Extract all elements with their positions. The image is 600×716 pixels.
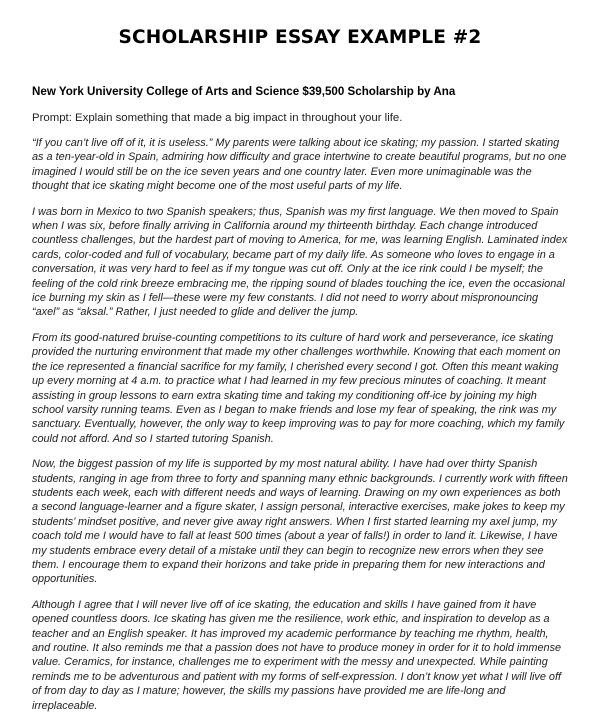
essay-subtitle: New York University College of Arts and Science $39,500 Scholarship by Ana xyxy=(32,85,456,98)
essay-paragraph-2: I was born in Mexico to two Spanish speakers; thus, Spanish was my first language. We then moved to Spain when I was six, before finally arriving in California around my thirteenth birthday. Each change introduced countless challenges, but the hardest part of moving to America, for me, was learning English. Laminated index cards, color-coded and full of vocabulary, became part of my daily life. As someone who loves to engage in a conversation, it was very hard to feel as if my tongue was cut off. Only at the ice rink could I be myself; the feeling of the cold rink breeze embracing me, the ripping sound of blades touching the ice, even the occasional ice burning my skin as I fell—these were my few constants. I did not need to worry about mispronouncing “axel” as “aksal.” Rather, I just needed to glide and deliver the jump. xyxy=(32,205,568,319)
essay-body xyxy=(32,136,568,713)
essay-paragraph-5: Although I agree that I will never live off of ice skating, the education and skills I have gained from it have opened countless doors. Ice skating has given me the resilience, work ethic, and inspiration to develop as a teacher and an English speaker. It has improved my academic performance by teaching me rhythm, health, and routine. It also reminds me that a passion does not have to produce money in order for it to hold immense value. Ceramics, for instance, challenges me to experiment with the messy and unexpected. While painting reminds me to be adventurous and patient with my forms of self-expression. I don’t know yet what I will live off of from day to day as I mature; however, the skills my passions have provided me are life-long and irreplaceable. xyxy=(32,598,562,712)
page-title: SCHOLARSHIP ESSAY EXAMPLE #2 xyxy=(118,27,482,48)
essay-paragraph-3: From its good-natured bruise-counting competitions to its culture of hard work and perseverance, ice skating provided the nurturing environment that made my other challenges worthwhile. Knowing that each moment on the ice represented a financial sacrifice for my family, I cherished every second I got. Often this meant waking up every morning at 4 a.m. to practice what I had learned in my few precious minutes of coaching. It meant assisting in group lessons to earn extra skating time and taking my conditioning off-ice by joining my high school varsity running teams. Even as I began to make friends and lose my fear of speaking, the rink was my sanctuary. Eventually, however, the only way to keep improving was to pay for more coaching, which my family could not afford. And so I started tutoring Spanish. xyxy=(32,331,565,445)
essay-paragraph-1: “If you can’t live off of it, it is useless.” My parents were talking about ice skating; my passion. I started skating as a ten-year-old in Spain, admiring how difficulty and grace intertwine to create beautiful programs, but no one imagined I would still be on the ice seven years and one country later. Even more unimaginable was the thought that ice skating might become one of the most useful parts of my life. xyxy=(32,137,567,193)
essay-paragraph-4: Now, the biggest passion of my life is supported by my most natural ability. I have had over thirty Spanish students, ranging in age from three to forty and spanning many ethnic backgrounds. I currently work with fifteen students each week, each with different needs and ways of learning. Drawing on my own experiences as both a second language-learner and a figure skater, I assign personal, interactive exercises, make jokes to keep my students’ mindset positive, and never give away right answers. When I first started learning my axel jump, my coach told me I would have to fall at least 500 times (about a year of falls!) in order to land it. Likewise, I have my students embrace every detail of a mistake until they can begin to recognize new errors when they see them. I encourage them to expand their horizons and take pride in preparing them for new interactions and opportunities. xyxy=(32,458,568,586)
essay-prompt: Prompt: Explain something that made a big impact in throughout your life. xyxy=(32,112,403,124)
